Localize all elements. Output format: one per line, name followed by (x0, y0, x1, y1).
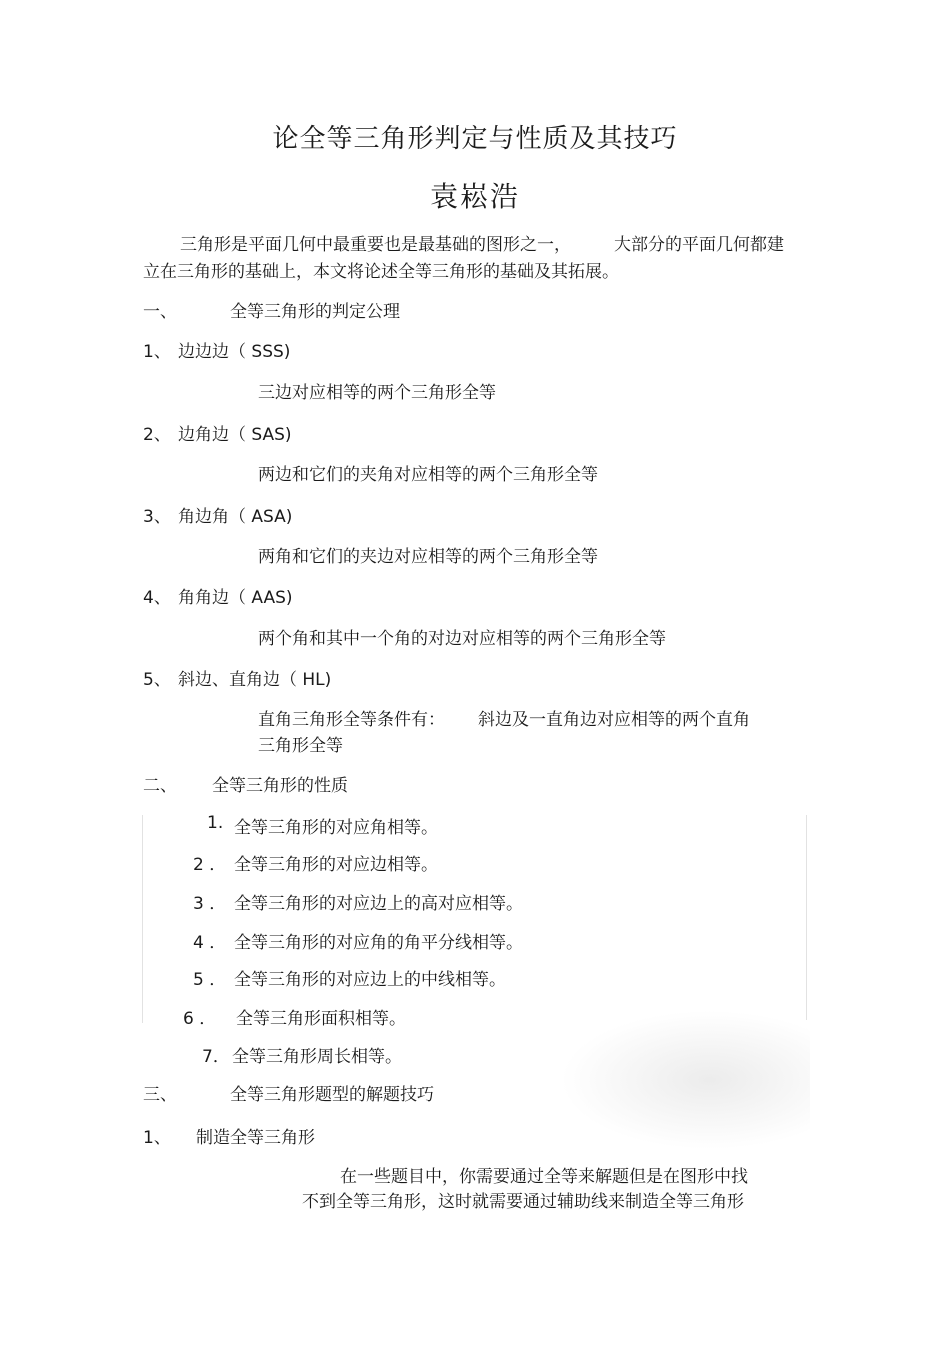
technique-1-number: 1、 (143, 1128, 171, 1148)
document-title: 论全等三角形判定与性质及其技巧 (272, 124, 678, 154)
property-2-number: 2 ． (193, 855, 227, 875)
axiom-4-desc: 两个角和其中一个角的对边对应相等的两个三角形全等 (258, 629, 666, 649)
axiom-2-name: 边角边（ SAS) (178, 425, 292, 445)
section-3-title: 全等三角形题型的解题技巧 (230, 1085, 434, 1105)
section-1-number: 一、 (143, 302, 177, 322)
property-6-text: 全等三角形面积相等。 (236, 1009, 406, 1029)
property-4-number: 4 ． (193, 933, 227, 953)
section-2-number: 二、 (143, 776, 177, 796)
property-2-text: 全等三角形的对应边相等。 (234, 855, 438, 875)
axiom-5-desc-b: 斜边及一直角边对应相等的两个直角 (478, 710, 750, 730)
section-1-title: 全等三角形的判定公理 (230, 302, 400, 322)
document-author: 袁崧浩 (429, 180, 520, 213)
section-2-title: 全等三角形的性质 (212, 776, 348, 796)
axiom-4-number: 4、 (143, 588, 171, 608)
intro-line-1b: 大部分的平面几何都建 (614, 235, 784, 255)
property-3-number: 3 ． (193, 894, 227, 914)
technique-1-line-2: 不到全等三角形，这时就需要通过辅助线来制造全等三角形 (302, 1192, 744, 1212)
axiom-1-number: 1、 (143, 342, 171, 362)
section-3-number: 三、 (143, 1085, 177, 1105)
axiom-1-name: 边边边（ SSS) (178, 342, 291, 362)
intro-line-1a: 三角形是平面几何中最重要也是最基础的图形之一， (180, 235, 571, 255)
property-1-number: 1. (207, 813, 224, 833)
technique-1-title: 制造全等三角形 (196, 1128, 315, 1148)
property-6-number: 6 ． (183, 1009, 217, 1029)
property-5-text: 全等三角形的对应边上的中线相等。 (234, 970, 506, 990)
property-1-text: 全等三角形的对应角相等。 (234, 818, 438, 838)
divider-right (806, 815, 807, 1020)
property-3-text: 全等三角形的对应边上的高对应相等。 (234, 894, 523, 914)
axiom-5-number: 5、 (143, 670, 171, 690)
axiom-5-desc-c: 三角形全等 (258, 736, 343, 756)
axiom-5-desc-a: 直角三角形全等条件有： (258, 710, 445, 730)
background-watermark (560, 1010, 810, 1150)
property-4-text: 全等三角形的对应角的角平分线相等。 (234, 933, 523, 953)
axiom-3-desc: 两角和它们的夹边对应相等的两个三角形全等 (258, 547, 598, 567)
property-7-number: 7． (202, 1047, 230, 1067)
axiom-5-name: 斜边、直角边（ HL) (178, 670, 332, 690)
axiom-2-number: 2、 (143, 425, 171, 445)
axiom-1-desc: 三边对应相等的两个三角形全等 (258, 383, 496, 403)
property-5-number: 5 ． (193, 970, 227, 990)
divider-left (142, 815, 143, 1023)
technique-1-line-1: 在一些题目中，你需要通过全等来解题但是在图形中找 (340, 1167, 748, 1187)
axiom-3-number: 3、 (143, 507, 171, 527)
axiom-4-name: 角角边（ AAS) (178, 588, 293, 608)
axiom-3-name: 角边角（ ASA) (178, 507, 293, 527)
intro-line-2: 立在三角形的基础上，本文将论述全等三角形的基础及其拓展。 (143, 262, 619, 282)
axiom-2-desc: 两边和它们的夹角对应相等的两个三角形全等 (258, 465, 598, 485)
property-7-text: 全等三角形周长相等。 (232, 1047, 402, 1067)
